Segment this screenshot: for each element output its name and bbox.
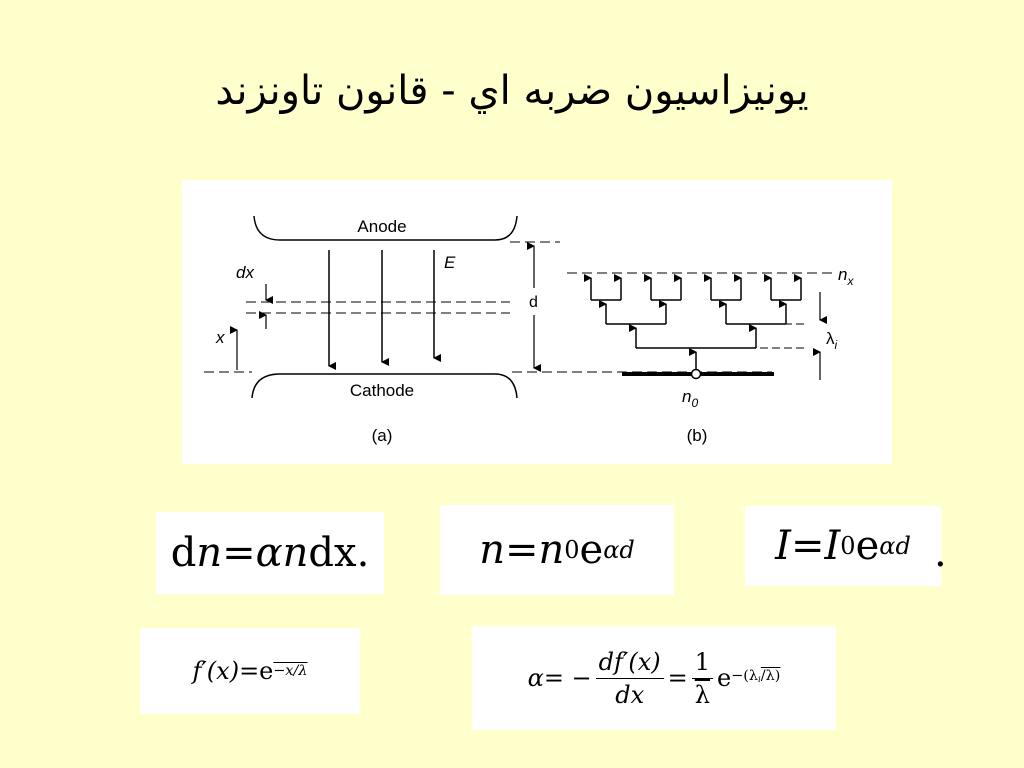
equation-current-period: . — [934, 530, 947, 576]
cathode-label: Cathode — [349, 381, 415, 400]
n0-label: $n_0$ — [682, 387, 699, 410]
d-label: d — [529, 294, 538, 311]
caption-b: (b) — [686, 426, 708, 445]
anode-label: Anode — [357, 217, 407, 236]
initial-electron — [692, 370, 701, 379]
equation-dn: d n = α n dx . — [156, 512, 384, 594]
townsend-diagram — [182, 180, 892, 464]
dx-label: dx — [236, 263, 254, 282]
nx-label: $n_x$ — [838, 265, 854, 288]
equation-alpha: α = − $\frac{df'(x)}{dx}$ = $\frac{1}{\lambda}$ e $-(\lambda_i/\lambda)$ — [472, 626, 836, 730]
slide-title: يونيزاسيون ضربه اي - قانون تاونزند — [215, 68, 809, 114]
equation-current: I = I 0 e αd — [745, 506, 941, 586]
equation-probability: f′(x) = e −x/λ — [140, 628, 360, 714]
lambda-label: $\lambda_i$ — [826, 329, 838, 352]
field-label: E — [444, 253, 456, 272]
equation-n: n = n 0 e αd — [440, 505, 674, 595]
x-label: x — [216, 328, 225, 347]
caption-a: (a) — [371, 426, 393, 445]
